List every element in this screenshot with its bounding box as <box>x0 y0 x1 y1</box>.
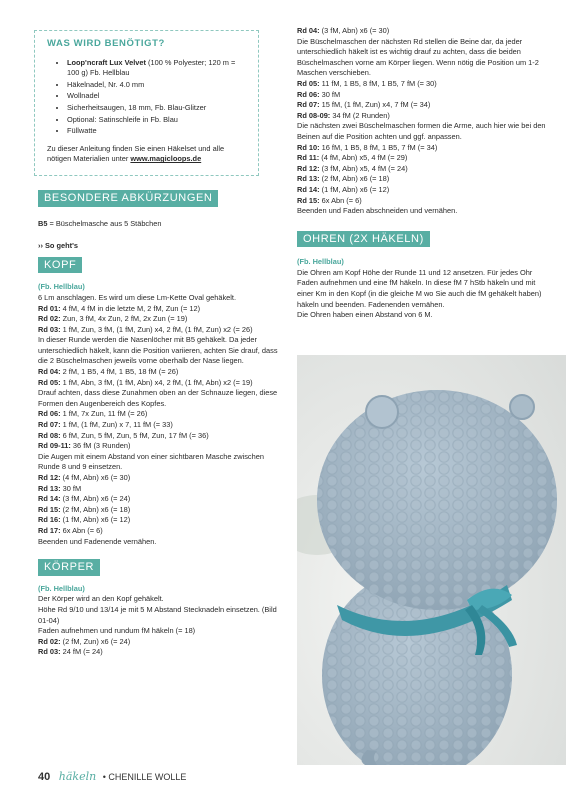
kopf-heading: KOPF <box>38 257 82 274</box>
instruction-row <box>297 185 547 196</box>
abbr-b5 <box>38 219 278 230</box>
round-label: Rd 04: <box>297 26 320 35</box>
round-text: Die Augen mit einem Abstand von einer sichtbaren Masche zwischen Runde 8 und 9 einsetzen. <box>38 451 264 472</box>
instruction-row <box>38 473 278 484</box>
hippo-ear-right <box>510 395 534 419</box>
koerper-instructions-continued <box>297 26 547 217</box>
page-number: 40 <box>38 771 51 783</box>
instruction-row <box>38 452 278 473</box>
instruction-row <box>297 174 547 185</box>
round-label: Rd 17: <box>38 525 61 535</box>
round-label: Rd 12: <box>38 473 61 482</box>
instruction-row <box>38 367 278 378</box>
round-text: In dieser Runde werden die Nasenlöcher mit B5 gehäkelt. Da jeder unterschiedlich häkelt, kann die Position variieren, achten Sie drauf, dass die 2 Büschelmaschen jeweils vorne oberhalb der Nase liegen. <box>38 335 278 366</box>
round-text: (2 fM, Abn) x6 (= 18) <box>319 174 390 184</box>
round-text: (3 fM, Abn) x6 (= 30) <box>319 26 390 35</box>
round-text: 4 fM, 4 fM in die letzte M, 2 fM, Zun (= 12) <box>60 303 201 313</box>
round-text: Höhe Rd 9/10 und 13/14 je mit 5 M Abstand Stecknadeln einsetzen. (Bild 01-04) <box>38 604 277 625</box>
instruction-row <box>38 325 278 336</box>
round-text: 6 fM, Zun, 5 fM, Zun, 5 fM, Zun, 17 fM (= 36) <box>60 430 209 440</box>
koerper-section <box>38 559 278 658</box>
instruction-row <box>38 505 278 516</box>
round-label: Rd 05: <box>297 78 320 88</box>
instruction-row <box>38 626 278 637</box>
list-item <box>67 91 248 102</box>
round-label: Rd 13: <box>297 174 320 184</box>
instruction-row <box>38 293 278 304</box>
watermark: PassionForum.ru <box>477 785 560 796</box>
page-footer <box>38 770 186 783</box>
round-text: 15 fM, (1 fM, Zun) x4, 7 fM (= 34) <box>319 100 431 110</box>
materials-note <box>47 144 248 165</box>
round-text: 2 fM, 1 B5, 4 fM, 1 B5, 18 fM (= 26) <box>60 367 179 377</box>
instruction-row <box>297 111 547 122</box>
abbr-section <box>38 190 278 229</box>
abbr-heading: BESONDERE ABKÜRZUNGEN <box>38 190 218 207</box>
amigurumi-photo <box>297 355 566 765</box>
list-item <box>67 80 248 91</box>
ohren-text: Die Ohren am Kopf Höhe der Runde 11 und 12 ansetzen. Für jedes Ohr Faden aufnehmen und eine fM häkeln. In diese fM 7 hStb häkeln und mit einer Km in den Kopf (in die gleiche M wo Sie auch die fM gehäkelt haben) häkeln und beenden. Fadenenden vernähen. <box>297 267 542 309</box>
kopf-instructions <box>38 293 278 547</box>
instruction-row <box>38 494 278 505</box>
round-text: 30 fM <box>60 483 82 493</box>
round-text: 1 fM, 7x Zun, 11 fM (= 26) <box>60 409 148 419</box>
material-text: Sicherheitsaugen, 18 mm, Fb. Blau-Glitzer <box>67 102 207 112</box>
instruction-row <box>38 431 278 442</box>
round-label: Rd 04: <box>38 367 61 377</box>
instruction-row <box>297 100 547 111</box>
round-text: (3 fM, Abn) x5, 4 fM (= 24) <box>319 163 408 173</box>
round-label: Rd 15: <box>297 195 320 205</box>
instruction-row <box>297 37 547 79</box>
material-text: Optional: Satinschleife in Fb. Blau <box>67 114 178 124</box>
instruction-row <box>297 153 547 164</box>
instruction-row <box>38 637 278 648</box>
material-bold: Loop'ncraft Lux Velvet <box>67 57 146 67</box>
instruction-row <box>297 90 547 101</box>
round-text: 6 Lm anschlagen. Es wird um diese Lm-Kette Oval gehäkelt. <box>38 292 237 302</box>
round-text: 11 fM, 1 B5, 8 fM, 1 B5, 7 fM (= 30) <box>319 78 437 88</box>
round-label: Rd 14: <box>38 494 61 504</box>
instruction-row <box>297 164 547 175</box>
instruction-row <box>38 409 278 420</box>
round-text: (1 fM, Abn) x6 (= 12) <box>319 184 390 194</box>
round-label: Rd 08: <box>38 430 61 440</box>
round-text: 6x Abn (= 6) <box>60 525 103 535</box>
instruction-row <box>38 314 278 325</box>
round-label: Rd 03: <box>38 324 61 334</box>
round-label: Rd 09-11: <box>38 441 71 451</box>
round-text: 1 fM, (1 fM, Zun) x 7, 11 fM (= 33) <box>60 420 173 430</box>
round-label: Rd 13: <box>38 483 61 493</box>
materials-list <box>47 58 248 137</box>
round-label: Rd 07: <box>38 420 61 430</box>
round-text: Die Büschelmaschen der nächsten Rd stellen die Beine dar, da jeder unterschiedlich häkelt ist es wichtig drauf zu achten, dass die beiden Büschelmaschen vorne am Körper liegen. Wenn nötig die Position um 1-2 Maschen verschieben. <box>297 36 539 78</box>
round-text: (1 fM, Abn) x6 (= 12) <box>60 515 131 525</box>
ohren-text-2: Die Ohren haben einen Abstand von 6 M. <box>297 310 433 320</box>
abbr-key: B5 <box>38 218 48 228</box>
round-text: 24 fM (= 24) <box>60 647 103 657</box>
left-column <box>38 30 278 658</box>
koerper-heading: KÖRPER <box>38 559 100 576</box>
koerper-instructions <box>38 594 278 658</box>
round-label: Rd 06: <box>297 89 320 99</box>
abbr-text: = Büschelmasche aus 5 Stäbchen <box>47 218 162 228</box>
round-label: Rd 02: <box>38 636 61 646</box>
round-label: Rd 06: <box>38 409 61 419</box>
round-text: Beenden und Fadenende vernähen. <box>38 536 157 546</box>
round-text: (2 fM, Zun) x6 (= 24) <box>60 636 131 646</box>
instruction-row <box>297 26 547 37</box>
koerper-color: (Fb. Hellblau) <box>38 583 85 593</box>
list-item <box>67 58 248 79</box>
shop-link[interactable]: www.magicloops.de <box>130 154 202 164</box>
round-label: Rd 01: <box>38 303 61 313</box>
round-text: Faden aufnehmen und rundum fM häkeln (= 18) <box>38 626 196 636</box>
round-text: Der Körper wird an den Kopf gehäkelt. <box>38 594 164 604</box>
ohren-section <box>297 231 547 321</box>
round-text: 6x Abn (= 6) <box>319 195 362 205</box>
instruction-row <box>297 143 547 154</box>
round-label: Rd 07: <box>297 100 320 110</box>
instruction-row <box>38 378 278 389</box>
round-label: Rd 14: <box>297 184 320 194</box>
round-label: Rd 15: <box>38 504 61 514</box>
instruction-row <box>38 515 278 526</box>
instruction-row <box>38 537 278 548</box>
round-label: Rd 08-09: <box>297 110 331 120</box>
list-item <box>67 115 248 126</box>
instruction-row <box>38 420 278 431</box>
round-text: Zun, 3 fM, 4x Zun, 2 fM, 2x Zun (= 19) <box>60 314 188 324</box>
hippo-illustration <box>297 355 566 765</box>
round-text: 30 fM <box>319 89 341 99</box>
right-column <box>297 26 547 321</box>
material-text: Füllwatte <box>67 126 97 136</box>
round-text: (4 fM, Abn) x6 (= 30) <box>60 473 131 482</box>
round-text: Die nächsten zwei Büschelmaschen formen die Arme, auch hier wie bei den Beinen auf die Position achten und ggf. anpassen. <box>297 121 546 141</box>
magazine-logo: häkeln <box>58 770 97 783</box>
instruction-row <box>38 388 278 409</box>
note-text: Zu dieser Anleitung finden Sie einen Häkelset und alle nötigen Materialien unter <box>47 143 225 164</box>
round-text: (2 fM, Abn) x6 (= 18) <box>60 504 131 514</box>
round-label: Rd 10: <box>297 142 320 152</box>
round-label: Rd 05: <box>38 377 61 387</box>
instruction-row <box>297 196 547 207</box>
list-item <box>67 103 248 114</box>
round-text: 34 fM (2 Runden) <box>330 110 390 120</box>
round-text: 16 fM, 1 B5, 8 fM, 1 B5, 7 fM (= 34) <box>319 142 438 152</box>
instruction-row <box>38 647 278 658</box>
kopf-color: (Fb. Hellblau) <box>38 282 85 292</box>
round-text: 1 fM, Zun, 3 fM, (1 fM, Zun) x4, 2 fM, (1 fM, Zun) x2 (= 26) <box>60 324 253 334</box>
materials-box <box>34 30 259 176</box>
instruction-row <box>297 79 547 90</box>
instruction-row <box>38 605 278 626</box>
so-gehts-heading: ›› So geht's <box>38 241 78 251</box>
instruction-row <box>297 206 547 217</box>
instruction-row <box>297 121 547 142</box>
instruction-row <box>38 484 278 495</box>
instruction-row <box>38 335 278 367</box>
material-text: Wollnadel <box>67 91 100 101</box>
round-label: Rd 03: <box>38 647 61 657</box>
material-text: Häkelnadel, Nr. 4.0 mm <box>67 79 145 89</box>
round-text: Drauf achten, dass diese Zunahmen oben an der Schnauze liegen, diese Formen den Augenbereich des Kopfes. <box>38 388 278 408</box>
round-label: Rd 12: <box>297 163 320 173</box>
round-label: Rd 02: <box>38 314 61 324</box>
round-text: 36 fM (3 Runden) <box>70 441 131 451</box>
round-label: Rd 11: <box>297 153 320 163</box>
kopf-section <box>38 257 278 547</box>
ohren-heading: OHREN (2X HÄKELN) <box>297 231 430 248</box>
ohren-color: (Fb. Hellblau) <box>297 257 344 267</box>
materials-title: WAS WIRD BENÖTIGT? <box>47 38 165 49</box>
round-text: 1 fM, Abn, 3 fM, (1 fM, Abn) x4, 2 fM, (1 fM, Abn) x2 (= 19) <box>60 377 253 387</box>
instruction-row <box>38 594 278 605</box>
section-name: • CHENILLE WOLLE <box>102 772 187 782</box>
list-item <box>67 126 248 137</box>
hippo-ear-left <box>366 396 398 428</box>
round-text: Beenden und Faden abschneiden und vernähen. <box>297 206 458 216</box>
round-text: (3 fM, Abn) x6 (= 24) <box>60 494 131 504</box>
round-text: (4 fM, Abn) x5, 4 fM (= 29) <box>319 153 408 163</box>
round-label: Rd 16: <box>38 515 61 525</box>
material-text: (100 % Polyester; 120 m = 100 g) Fb. Hellblau <box>67 57 236 78</box>
instruction-row <box>38 304 278 315</box>
instruction-row <box>38 526 278 537</box>
instruction-row <box>38 441 278 452</box>
